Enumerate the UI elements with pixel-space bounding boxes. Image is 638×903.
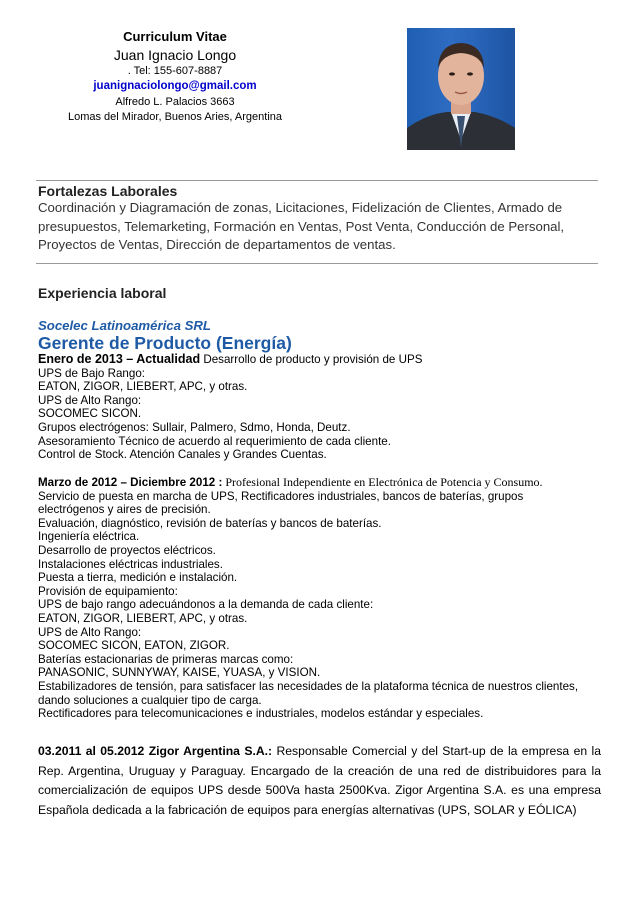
company-name: Socelec Latinoamérica SRL xyxy=(38,318,211,333)
address-line-1: Alfredo L. Palacios 3663 xyxy=(115,95,235,108)
job-1-line: UPS de Alto Rango: xyxy=(38,393,142,407)
job-2-line: UPS de bajo rango adecuándonos a la demanda de cada cliente: xyxy=(38,598,374,612)
job-2-line: Ingeniería eléctrica. xyxy=(38,530,140,544)
cv-header xyxy=(55,28,295,124)
job-2-line: PANASONIC, SUNNYWAY, KAISE, YUASA, y VISION. xyxy=(38,666,321,680)
divider xyxy=(36,263,598,264)
job-2-line: dando soluciones a cualquier tipo de carga. xyxy=(38,693,262,707)
job-2-line: Provisión de equipamiento: xyxy=(38,584,178,598)
job-2-desc: Profesional Independiente en Electrónica de Potencia y Consumo. xyxy=(222,475,543,489)
job-3-desc: Responsable Comercial y del Start-up de la empresa en la Rep. Argentina, Uruguay y Paraguay. Encargado de la creación de una red de distribuidores para la comercialización de equipos UPS desde 500Va hasta 2500Kva. Zigor Argentina S.A. es una empresa Española dedicada a la fabricación de equipos para energías alternativas (UPS, SOLAR y EÓLICA) xyxy=(38,744,601,817)
strengths-line: presupuestos, Telemarketing, Formación en Ventas, Post Venta, Conducción de Personal, xyxy=(38,218,565,234)
profile-photo xyxy=(407,28,515,150)
job-1-line: Control de Stock. Atención Canales y Grandes Cuentas. xyxy=(38,448,327,462)
job-3-date: 03.2011 al 05.2012 Zigor Argentina S.A.: xyxy=(38,744,273,758)
job-3 xyxy=(38,742,601,820)
job-2-line: UPS de Alto Rango: xyxy=(38,625,142,639)
job-1-line: Grupos electrógenos: Sullair, Palmero, Sdmo, Honda, Deutz. xyxy=(38,420,351,434)
person-name: Juan Ignacio Longo xyxy=(113,46,237,63)
job-1 xyxy=(38,353,604,462)
job-1-desc: Desarrollo de producto y provisión de UPS xyxy=(200,353,423,366)
address-line-2: Lomas del Mirador, Buenos Aries, Argentina xyxy=(67,110,282,123)
cv-title: Curriculum Vitae xyxy=(123,29,227,44)
job-2-date: Marzo de 2012 – Diciembre 2012 : xyxy=(38,476,223,489)
divider xyxy=(36,180,598,181)
job-2-line: Servicio de puesta en marcha de UPS, Rectificadores industriales, bancos de baterías, grupos xyxy=(38,489,524,503)
job-1-date: Enero de 2013 – Actualidad xyxy=(38,352,201,366)
strengths-heading: Fortalezas Laborales xyxy=(38,183,178,199)
job-2-line: Evaluación, diagnóstico, revisión de baterías y bancos de baterías. xyxy=(38,516,382,530)
job-1-line: UPS de Bajo Rango: xyxy=(38,366,145,380)
job-2-line: Instalaciones eléctricas industriales. xyxy=(38,557,223,571)
job-2 xyxy=(38,476,604,721)
job-1-line: EATON, ZIGOR, LIEBERT, APC, y otras. xyxy=(38,380,248,394)
experience-heading: Experiencia laboral xyxy=(38,285,167,301)
job-2-line: Baterías estacionarias de primeras marcas como: xyxy=(38,652,294,666)
job-title: Gerente de Producto (Energía) xyxy=(38,333,292,353)
job-1-line: Asesoramiento Técnico de acuerdo al requerimiento de cada cliente. xyxy=(38,434,391,448)
job-2-line: Puesta a tierra, medición e instalación. xyxy=(38,571,238,585)
strengths-text xyxy=(38,199,598,255)
job-2-line: Rectificadores para telecomunicaciones e industriales, modelos estándar y especiales. xyxy=(38,707,484,721)
job-2-line: Estabilizadores de tensión, para satisfacer las necesidades de la plataforma técnica de nuestros clientes, xyxy=(38,679,579,693)
job-2-line: Desarrollo de proyectos eléctricos. xyxy=(38,543,216,557)
job-2-line: electrógenos y aires de precisión. xyxy=(38,503,211,517)
job-1-line: SOCOMEC SICON. xyxy=(38,407,142,421)
job-2-line: SOCOMEC SICON, EATON, ZIGOR. xyxy=(38,639,230,653)
email-link[interactable]: juanignaciolongo@gmail.com xyxy=(93,80,257,93)
job-2-line: EATON, ZIGOR, LIEBERT, APC, y otras. xyxy=(38,611,248,625)
strengths-line: Coordinación y Diagramación de zonas, Licitaciones, Fidelización de Clientes, Armado de xyxy=(38,200,563,215)
strengths-line: Proyectos de Ventas, Dirección de departamentos de ventas. xyxy=(38,237,396,252)
phone: . Tel: 155-607-8887 xyxy=(127,65,223,78)
